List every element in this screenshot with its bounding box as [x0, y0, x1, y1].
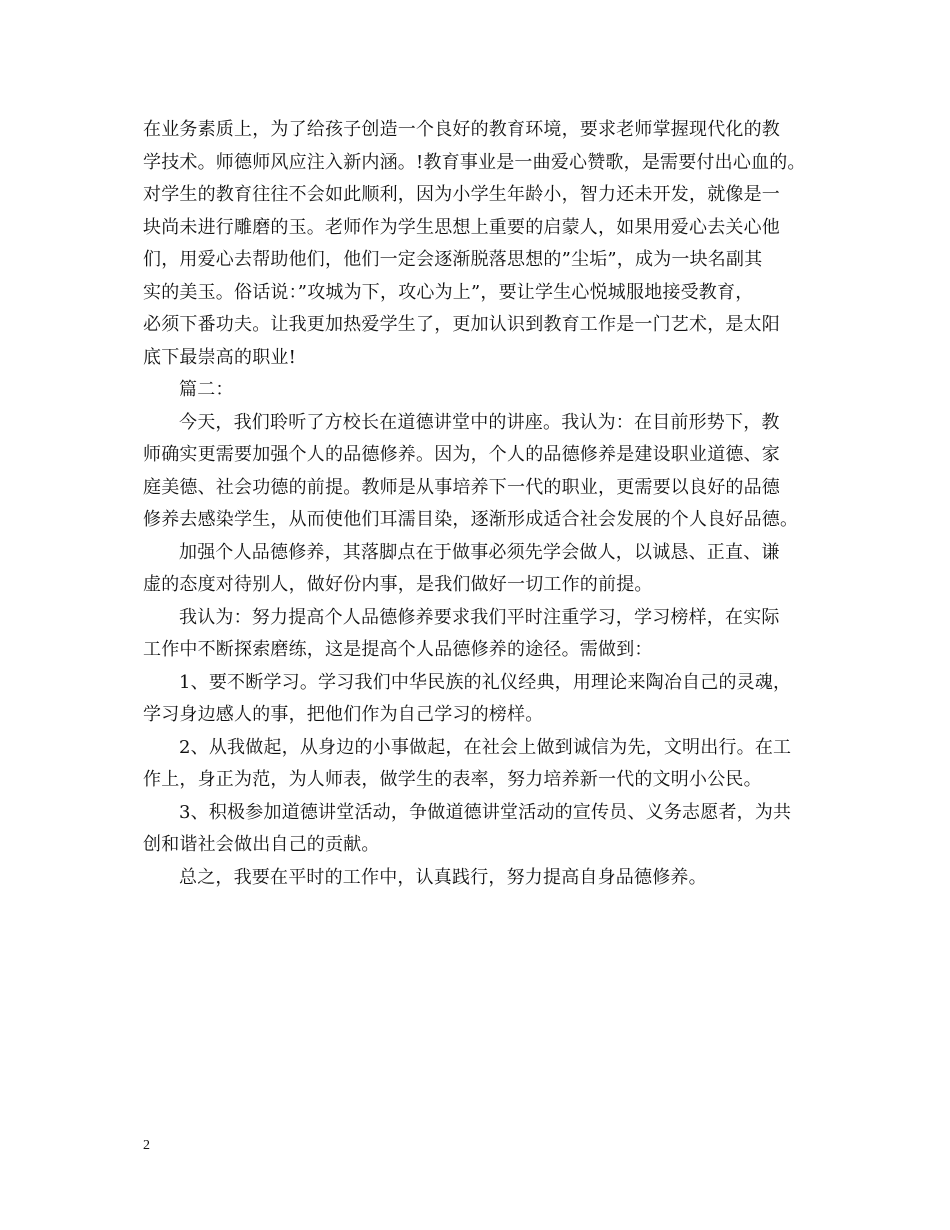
- text-line-1: 在业务素质上，为了给孩子创造一个良好的教育环境，要求老师掌握现代化的教: [143, 119, 780, 140]
- conclusion-line: 总之，我要在平时的工作中，认真践行，努力提高自身品德修养。: [179, 866, 707, 888]
- list-item-3-line-2: 创和谐社会做出自己的贡献。: [143, 834, 380, 855]
- text-line-12: 庭美德、社会功德的前提。教师是从事培养下一代的职业，更需要以良好的品德: [143, 476, 780, 498]
- text-line-15: 虚的态度对待别人，做好份内事，是我们做好一切工作的前提。: [143, 574, 653, 595]
- list-item-1-line-2: 学习身边感人的事，把他们作为自己学习的榜样。: [143, 704, 544, 725]
- list-item-2-line-2: 作上，身正为范，为人师表，做学生的表率，努力培养新一代的文明小公民。: [143, 769, 762, 790]
- text-line-17: 工作中不断探索磨练，这是提高个人品德修养的途径。需做到：: [143, 639, 653, 660]
- list-item-1-line-1: 1、要不断学习。学习我们中华民族的礼仪经典，用理论来陶冶自己的灵魂，: [179, 671, 792, 693]
- text-line-3: 对学生的教育往往不会如此顺利，因为小学生年龄小，智力还未开发，就像是一: [143, 184, 780, 205]
- list-item-3-line-1: 3、积极参加道德讲堂活动，争做道德讲堂活动的宣传员、义务志愿者，为共: [179, 801, 792, 823]
- text-line-5: 们，用爱心去帮助他们，他们一定会逐渐脱落思想的”尘垢”，成为一块名副其: [143, 249, 763, 270]
- text-line-11: 师确实更需要加强个人的品德修养。因为，个人的品德修养是建设职业道德、家: [143, 444, 780, 465]
- text-line-7: 必须下番功夫。让我更加热爱学生了，更加认识到教育工作是一门艺术，是太阳: [143, 314, 780, 335]
- list-item-2-line-1: 2、从我做起，从身边的小事做起，在社会上做到诚信为先，文明出行。在工: [179, 736, 792, 758]
- text-line-4: 块尚未进行雕磨的玉。老师作为学生思想上重要的启蒙人，如果用爱心去关心他: [143, 216, 780, 238]
- page-number: 2: [143, 1138, 150, 1153]
- text-line-2: 学技术。师德师风应注入新内涵。!教育事业是一曲爱心赞歌，是需要付出心血的。: [143, 151, 806, 173]
- document-body: [143, 114, 813, 894]
- text-line-16: 我认为：努力提高个人品德修养要求我们平时注重学习，学习榜样，在实际: [179, 606, 780, 628]
- text-line-6: 实的美玉。俗话说：”攻城为下，攻心为上”，要让学生心悦城服地接受教育，: [143, 281, 754, 303]
- text-line-14: 加强个人品德修养，其落脚点在于做事必须先学会做人，以诚恳、正直、谦: [179, 541, 780, 563]
- section-heading: 篇二：: [179, 379, 234, 400]
- text-line-8: 底下最崇高的职业!: [143, 346, 297, 368]
- text-line-10: 今天，我们聆听了方校长在道德讲堂中的讲座。我认为：在目前形势下，教: [179, 411, 780, 433]
- text-line-13: 修养去感染学生，从而使他们耳濡目染，逐渐形成适合社会发展的个人良好品德。: [143, 509, 799, 530]
